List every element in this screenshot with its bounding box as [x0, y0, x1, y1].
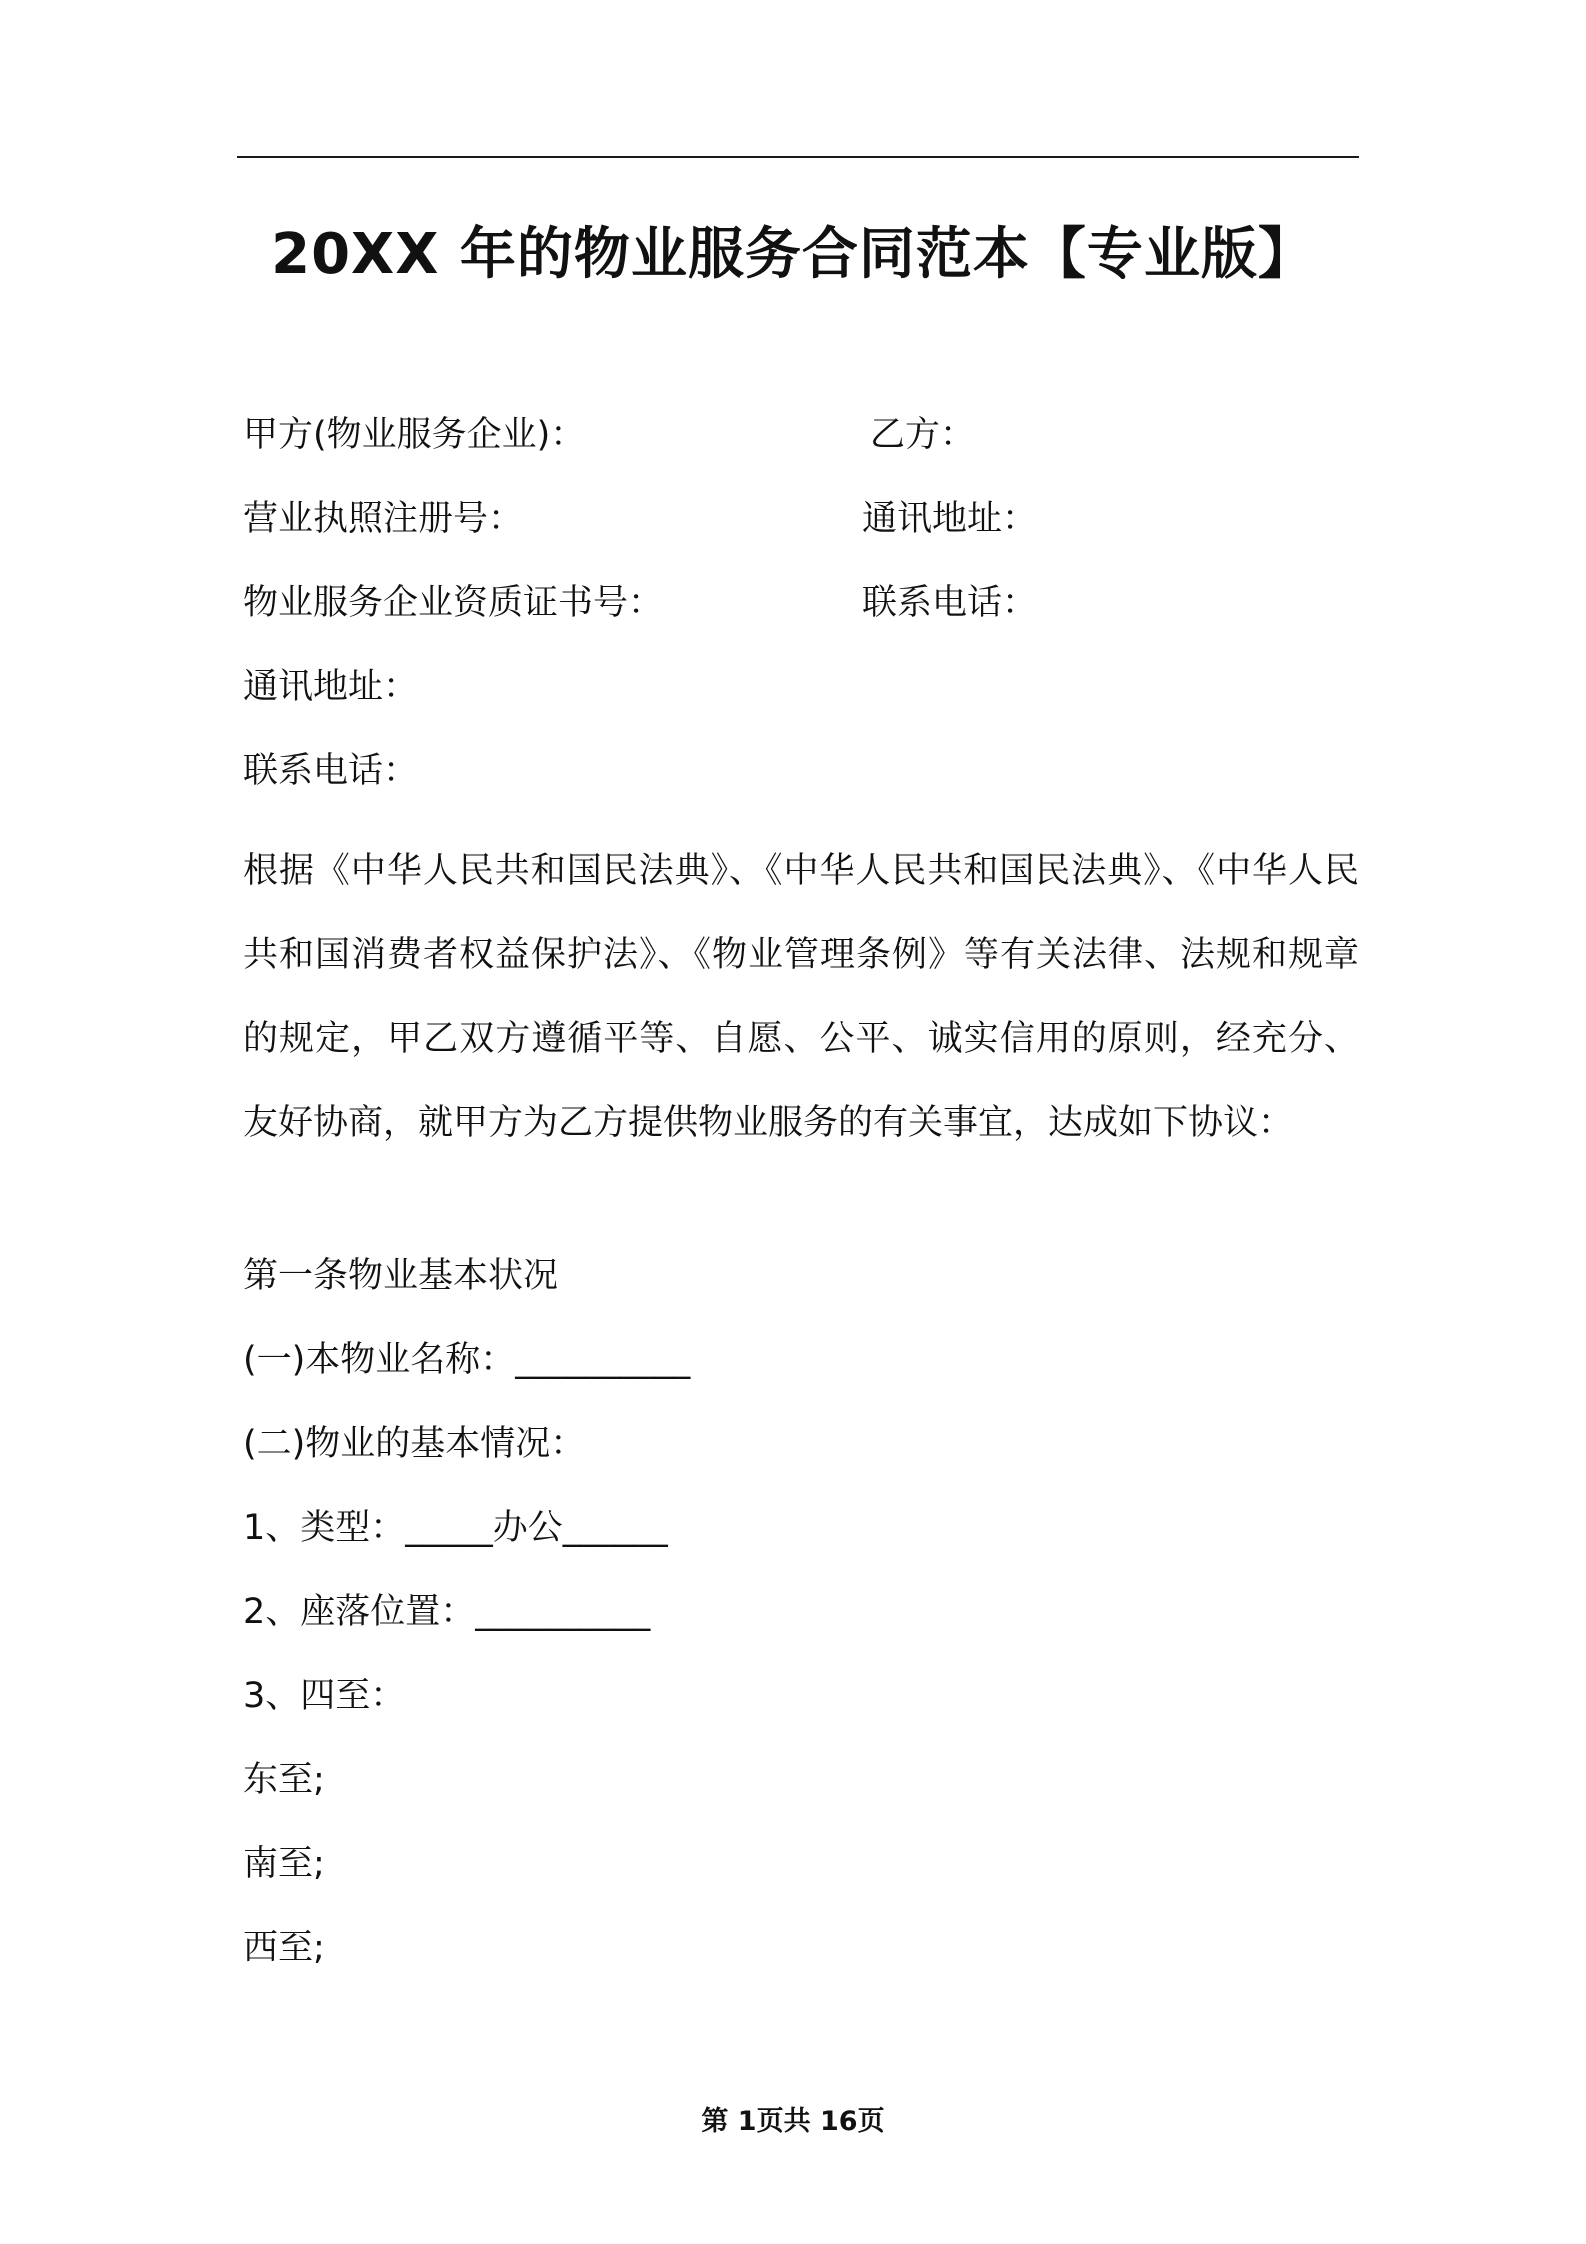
- property-name-line: (一)本物业名称：__________: [243, 1340, 691, 1380]
- party-a-address: 通讯地址：: [243, 667, 419, 707]
- header-rule: [237, 156, 1359, 158]
- south-boundary: 南至;: [243, 1844, 325, 1884]
- west-boundary: 西至;: [243, 1928, 325, 1968]
- preamble-paragraph: 根据《中华人民共和国民法典》、《中华人民共和国民法典》、《中华人民共和国消费者权益保护法》、《物业管理条例》等有关法律、法规和规章的规定，甲乙双方遵循平等、自愿、公平、诚实信用的原则，经充分、友好协商，就甲方为乙方提供物业服务的有关事宜，达成如下协议：: [243, 851, 1359, 1143]
- party-b-label: 乙方：: [870, 415, 976, 455]
- party-b-address: 通讯地址：: [862, 499, 1038, 539]
- basic-info-heading: (二)物业的基本情况：: [243, 1424, 586, 1464]
- article-1-heading: 第一条物业基本状况: [243, 1256, 559, 1296]
- party-a-phone: 联系电话：: [243, 751, 419, 791]
- property-type-line: 1、类型：_____办公______: [243, 1508, 668, 1548]
- party-a-label: 甲方(物业服务企业)：: [243, 415, 586, 455]
- east-boundary: 东至;: [243, 1760, 325, 1800]
- party-b-phone: 联系电话：: [862, 583, 1038, 623]
- boundaries-heading: 3、四至：: [243, 1676, 406, 1716]
- document-title: 20XX 年的物业服务合同范本【专业版】: [271, 222, 1315, 287]
- page-footer: 第 1页共 16页: [701, 2106, 885, 2137]
- property-location-line: 2、座落位置：__________: [243, 1592, 651, 1632]
- party-a-license: 营业执照注册号：: [243, 499, 524, 539]
- party-a-qualification: 物业服务企业资质证书号：: [243, 583, 664, 623]
